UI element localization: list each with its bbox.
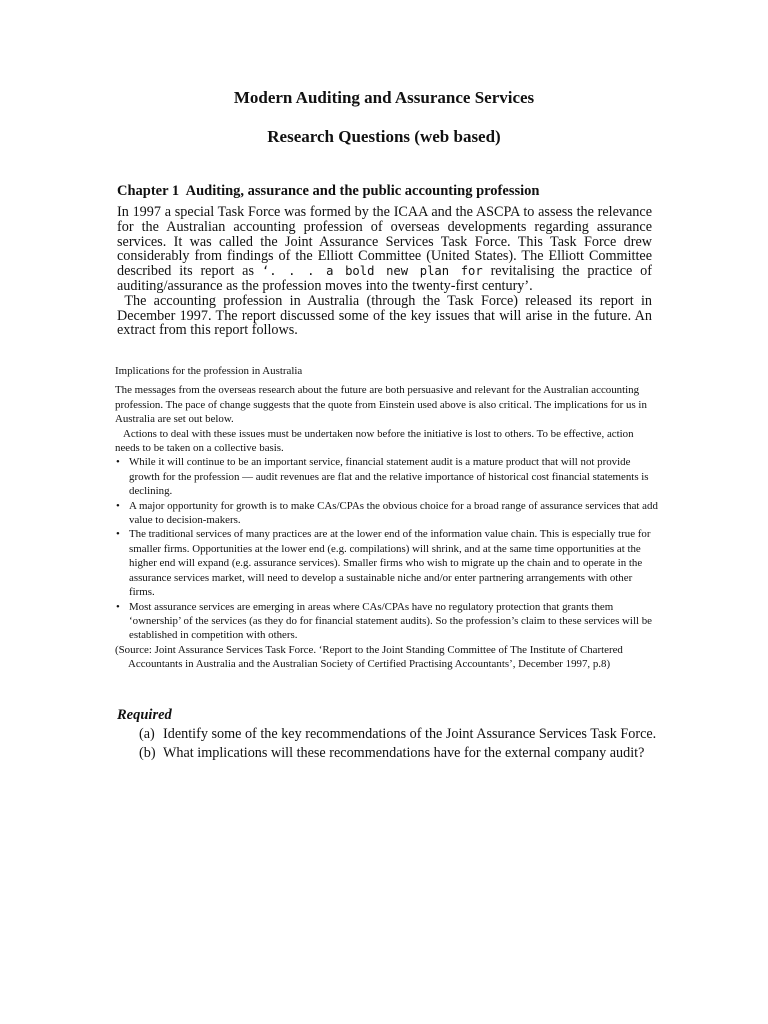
document-title: Modern Auditing and Assurance Services (233, 88, 535, 107)
question-label: (a) (139, 726, 155, 742)
bullet-text: A major opportunity for growth is to make CAs/CPAs the obvious choice for a broad range of assurance services that add value to decision-makers. (129, 499, 658, 527)
required-heading: Required (117, 707, 172, 723)
question-text: What implications will these recommendations have for the external company audit? (163, 744, 645, 761)
list-item (115, 499, 660, 528)
bullet-text: Most assurance services are emerging in areas where CAs/CPAs have no regulatory protection that grants them ‘ownership’ of the services (as they do for financial statement audits). So the profession’s claim to these services will be established in competition with others. (129, 600, 653, 642)
question-text: Identify some of the key recommendations of the Joint Assurance Services Task Force. (163, 726, 657, 742)
question-a (139, 726, 659, 743)
list-item (115, 527, 660, 599)
list-item (115, 455, 660, 498)
source-citation: (Source: Joint Assurance Services Task Force. ‘Report to the Joint Standing Committee of The Institute of Chartered Accountants in Australia and the Australian Society of Certified Practising Accountants’, December 1997, p.8) (115, 643, 623, 671)
intro-text (117, 204, 656, 339)
elliott-quote: ‘. . . a bold new plan for (261, 264, 483, 279)
bullet-icon: • (116, 528, 120, 541)
bullet-icon: • (116, 456, 120, 469)
extract-heading: Implications for the profession in Australia (115, 365, 303, 377)
extract-bullet-list (115, 455, 660, 642)
extract-paragraph-2: Actions to deal with these issues must be undertaken now before the initiative is lost to others. To be effective, action needs to be taken on a collective basis. (115, 427, 634, 455)
intro-paragraph-1-start: In 1997 a special Task Force was formed by the ICAA and the ASCPA to assess the relevance for the Australian accounting profession of overseas developments regarding assurance services. It was called the Joint Assurance Services Task Force. This Task Force drew considerably from findings of the Elliott Committee (United States). The Elliott Committee described its report as (117, 204, 652, 280)
chapter-heading: Chapter 1 Auditing, assurance and the public accounting profession (117, 183, 540, 199)
bullet-text: The traditional services of many practices are at the lower end of the information value chain. This is especially true for smaller firms. Opportunities at the lower end (e.g. compilations) will shrink, and at the same time opportunities at the higher end will expand (e.g. assurance services). Smaller firms who wish to migrate up the chain and to operate in the assurance services market, will need to develop a sustainable niche and/or enter partnering arrangements with other firms. (129, 528, 651, 599)
document-subtitle: Research Questions (web based) (267, 127, 501, 146)
intro-paragraph-1 (117, 205, 652, 294)
question-label: (b) (139, 744, 156, 761)
intro-paragraph-2: The accounting profession in Australia (through the Task Force) released its report in December 1997. The report discussed some of the key issues that will arise in the future. An extract from this report follows. (117, 292, 656, 339)
bullet-text: While it will continue to be an important service, financial statement audit is a mature product that will not provide growth for the profession — audit revenues are flat and the relative importance of historical cost financial statements is declining. (129, 456, 649, 498)
bullet-icon: • (116, 600, 120, 613)
question-list (139, 726, 659, 763)
extract-paragraph-1: The messages from the overseas research about the future are both persuasive and relevant for the Australian accounting profession. The pace of change suggests that the quote from Einstein used above is also critical. The implications for us in Australia are set out below. (115, 384, 647, 426)
question-b (139, 745, 659, 762)
intro-paragraph-1-end: revitalising the practice of auditing/assurance as the profession moves into the twenty-first century’. (117, 263, 652, 294)
list-item (115, 600, 660, 643)
report-extract (115, 364, 660, 672)
bullet-icon: • (116, 499, 120, 512)
